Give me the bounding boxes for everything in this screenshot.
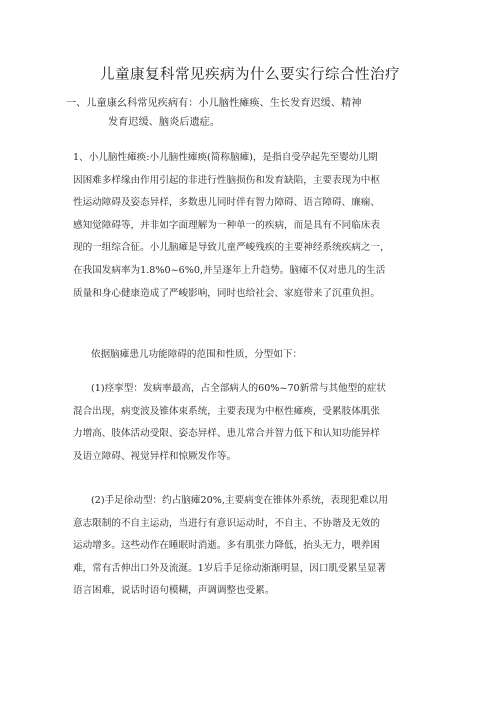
paragraph-line: 质量和身心健康造成了严峻影响，同时也给社会、家庭带来了沉重负担。 [73,287,380,299]
paragraph-spastic-type [73,378,433,468]
paragraph-line: 1、小儿脑性瘫痪:小儿脑性瘫痪(简称脑瘫)，是指自受孕起先至婴幼儿期 [73,152,378,163]
paragraph-classification-intro [73,344,433,367]
paragraph-line: 在我国发病率为1.8%0~6%0,并呈逐年上升趋势。脑瘫不仅对患儿的生活 [73,264,386,276]
paragraph-line: 力增高、肢体活动受限、姿态异样、患儿常合并智力低下和认知功能异样 [73,428,380,440]
paragraph-line: 感知觉障碍等，并非如字面理解为一种单一的疾病，而是具有不同临床表 [73,219,380,231]
paragraph-athetoid-type [73,490,433,603]
paragraph-line: (1)痉挛型：发病率最高，占全部病人的60%~70新常与其他型的症状 [91,383,387,394]
paragraph-line: 因困难多样缘由作用引起的非进行性脑损伤和发育缺陷，主要表现为中枢 [73,174,380,186]
paragraph-line: 难，常有舌伸出口外及流涎。1岁后手足徐动渐渐明显，因口肌受累呈显著 [73,562,387,574]
paragraph-line: 现的一组综合征。小儿脑瘫是导致儿童严峻残疾的主要神经系统疾病之一， [73,242,390,254]
paragraph-line: 意志限制的不自主运动，当进行有意识运动时，不自主、不协谐及无效的 [73,517,380,529]
paragraph-line: 依据脑瘫患儿功能障碍的范围和性质，分型如下： [91,349,303,360]
intro-paragraph [66,94,426,132]
paragraph-line: 性运动障碍及姿态异样，多数患儿同时伴有智力障碍、语言障碍、廉痫、 [73,197,380,209]
intro-line: 发育迟缓、脑炎后遗症。 [108,117,221,128]
paragraph-line: 语言困难，说话时语句模糊，声调调整也受累。 [73,585,275,597]
paragraph-cerebral-palsy [73,147,433,305]
paragraph-line: 及语立障碍、视觉异样和惊厥发作等。 [73,450,237,462]
paragraph-line: 混合出现，病变波及锥体束系统，主要表现为中枢性瘫痪，受累肢体肌张 [73,405,380,417]
intro-line: 一、儿童康幺科常见疾病有：小儿脑性瘫痪、生长发育迟缓、精神 [66,98,362,109]
paragraph-line: 运动增多。这些动作在睡眠时消逝。多有肌张力降低，抬头无力，喂养困 [73,540,380,552]
paragraph-line: (2)手足徐动型：约占脑瘫20%,主要病变在锥体外系统，表现犯难以用 [91,495,388,506]
document-title: 儿童康复科常见疾病为什么要实行综合性治疗 [100,67,400,83]
